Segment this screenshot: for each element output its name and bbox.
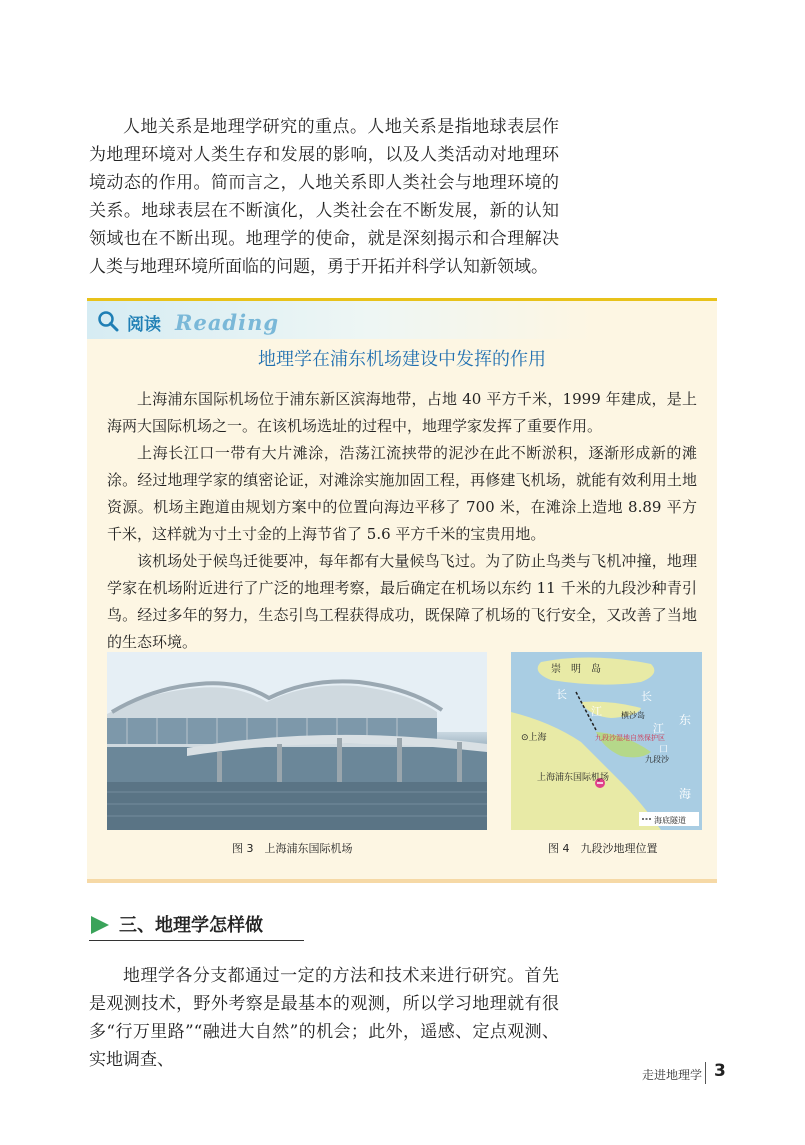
reading-paragraph: 上海长江口一带有大片滩涂，浩荡江流挟带的泥沙在此不断淤积，逐渐形成新的滩涂。经过地理学家的缜密论证，对滩涂实施加固工程，再修建飞机场，就能有效利用土地资源。机场主跑道由规划方案中的位置向海边平移了 700 米，在滩涂上造地 8.89 平方千米，这样就为寸土寸金的上海节省了 5.6 平方千米的宝贵用地。 <box>107 444 697 543</box>
airport-photo <box>107 652 487 830</box>
airport-photo-drawing <box>107 652 487 830</box>
figure4-caption: 图 4 九段沙地理位置 <box>548 842 658 855</box>
map-label-shanghai: ⊙上海 <box>521 733 547 743</box>
section-heading <box>89 908 304 941</box>
reading-label-en: Reading <box>175 310 280 335</box>
reading-text <box>107 386 697 656</box>
map-label-kou: 口 <box>659 745 669 755</box>
map-drawing <box>511 652 702 830</box>
body-paragraph: 地理学各分支都通过一定的方法和技术来进行研究。首先是观测技术，野外考察是最基本的观测，所以学习地理就有很多“行万里路”“融进大自然”的机会；此外，遥感、定点观测、实地调查、 <box>89 966 559 1070</box>
map-legend: 海底隧道 <box>654 816 686 825</box>
magnifier-icon <box>97 310 119 332</box>
jiuduansha-map <box>511 652 702 830</box>
figure3-caption: 图 3 上海浦东国际机场 <box>232 842 353 855</box>
intro-paragraph: 人地关系是地理学研究的重点。人地关系是指地球表层作为地理环境对人类生存和发展的影响，以及人类活动对地理环境动态的作用。简而言之，人地关系即人类社会与地理环境的关系。地球表层在不断演化，人类社会在不断发展，新的认知领域也在不断出现。地理学的使命，就是深刻揭示和合理解决人类与地理环境所面临的问题，勇于开拓并科学认知新领域。 <box>89 117 559 277</box>
map-label-chang: 长 <box>556 688 567 701</box>
map-label-airport: 上海浦东国际机场 <box>537 773 610 783</box>
footer-chapter-label: 走进地理学 <box>642 1068 703 1082</box>
map-label-chongming: 崇 明 岛 <box>551 664 601 675</box>
reading-box <box>87 298 717 883</box>
map-label-chang2: 长 <box>641 690 652 703</box>
map-label-jiang: 江 <box>591 705 602 718</box>
map-label-dong: 东 <box>679 713 692 727</box>
reading-title: 地理学在浦东机场建设中发挥的作用 <box>258 349 546 370</box>
map-label-reserve: 九段沙湿地自然保护区 <box>595 734 665 742</box>
reading-header <box>87 301 717 339</box>
page-number: 3 <box>714 1061 726 1081</box>
map-label-jiuduansha: 九段沙 <box>645 755 669 764</box>
footer-divider <box>705 1062 706 1084</box>
triangle-arrow-icon <box>89 914 111 936</box>
map-label-hai: 海 <box>679 787 692 801</box>
map-label-hengsha: 横沙岛 <box>621 711 645 720</box>
reading-paragraph: 该机场处于候鸟迁徙要冲，每年都有大量候鸟飞过。为了防止鸟类与飞机冲撞，地理学家在机场附近进行了广泛的地理考察，最后确定在机场以东约 11 千米的九段沙种青引鸟。经过多年的努力，生态引鸟工程获得成功，既保障了机场的飞行安全，又改善了当地的生态环境。 <box>107 552 697 651</box>
reading-paragraph: 上海浦东国际机场位于浦东新区滨海地带，占地 40 平方千米，1999 年建成，是上海两大国际机场之一。在该机场选址的过程中，地理学家发挥了重要作用。 <box>107 390 697 435</box>
section-title: 三、地理学怎样做 <box>119 915 263 936</box>
map-label-jiang2: 江 <box>653 722 664 735</box>
reading-label: 阅读 <box>127 315 161 335</box>
